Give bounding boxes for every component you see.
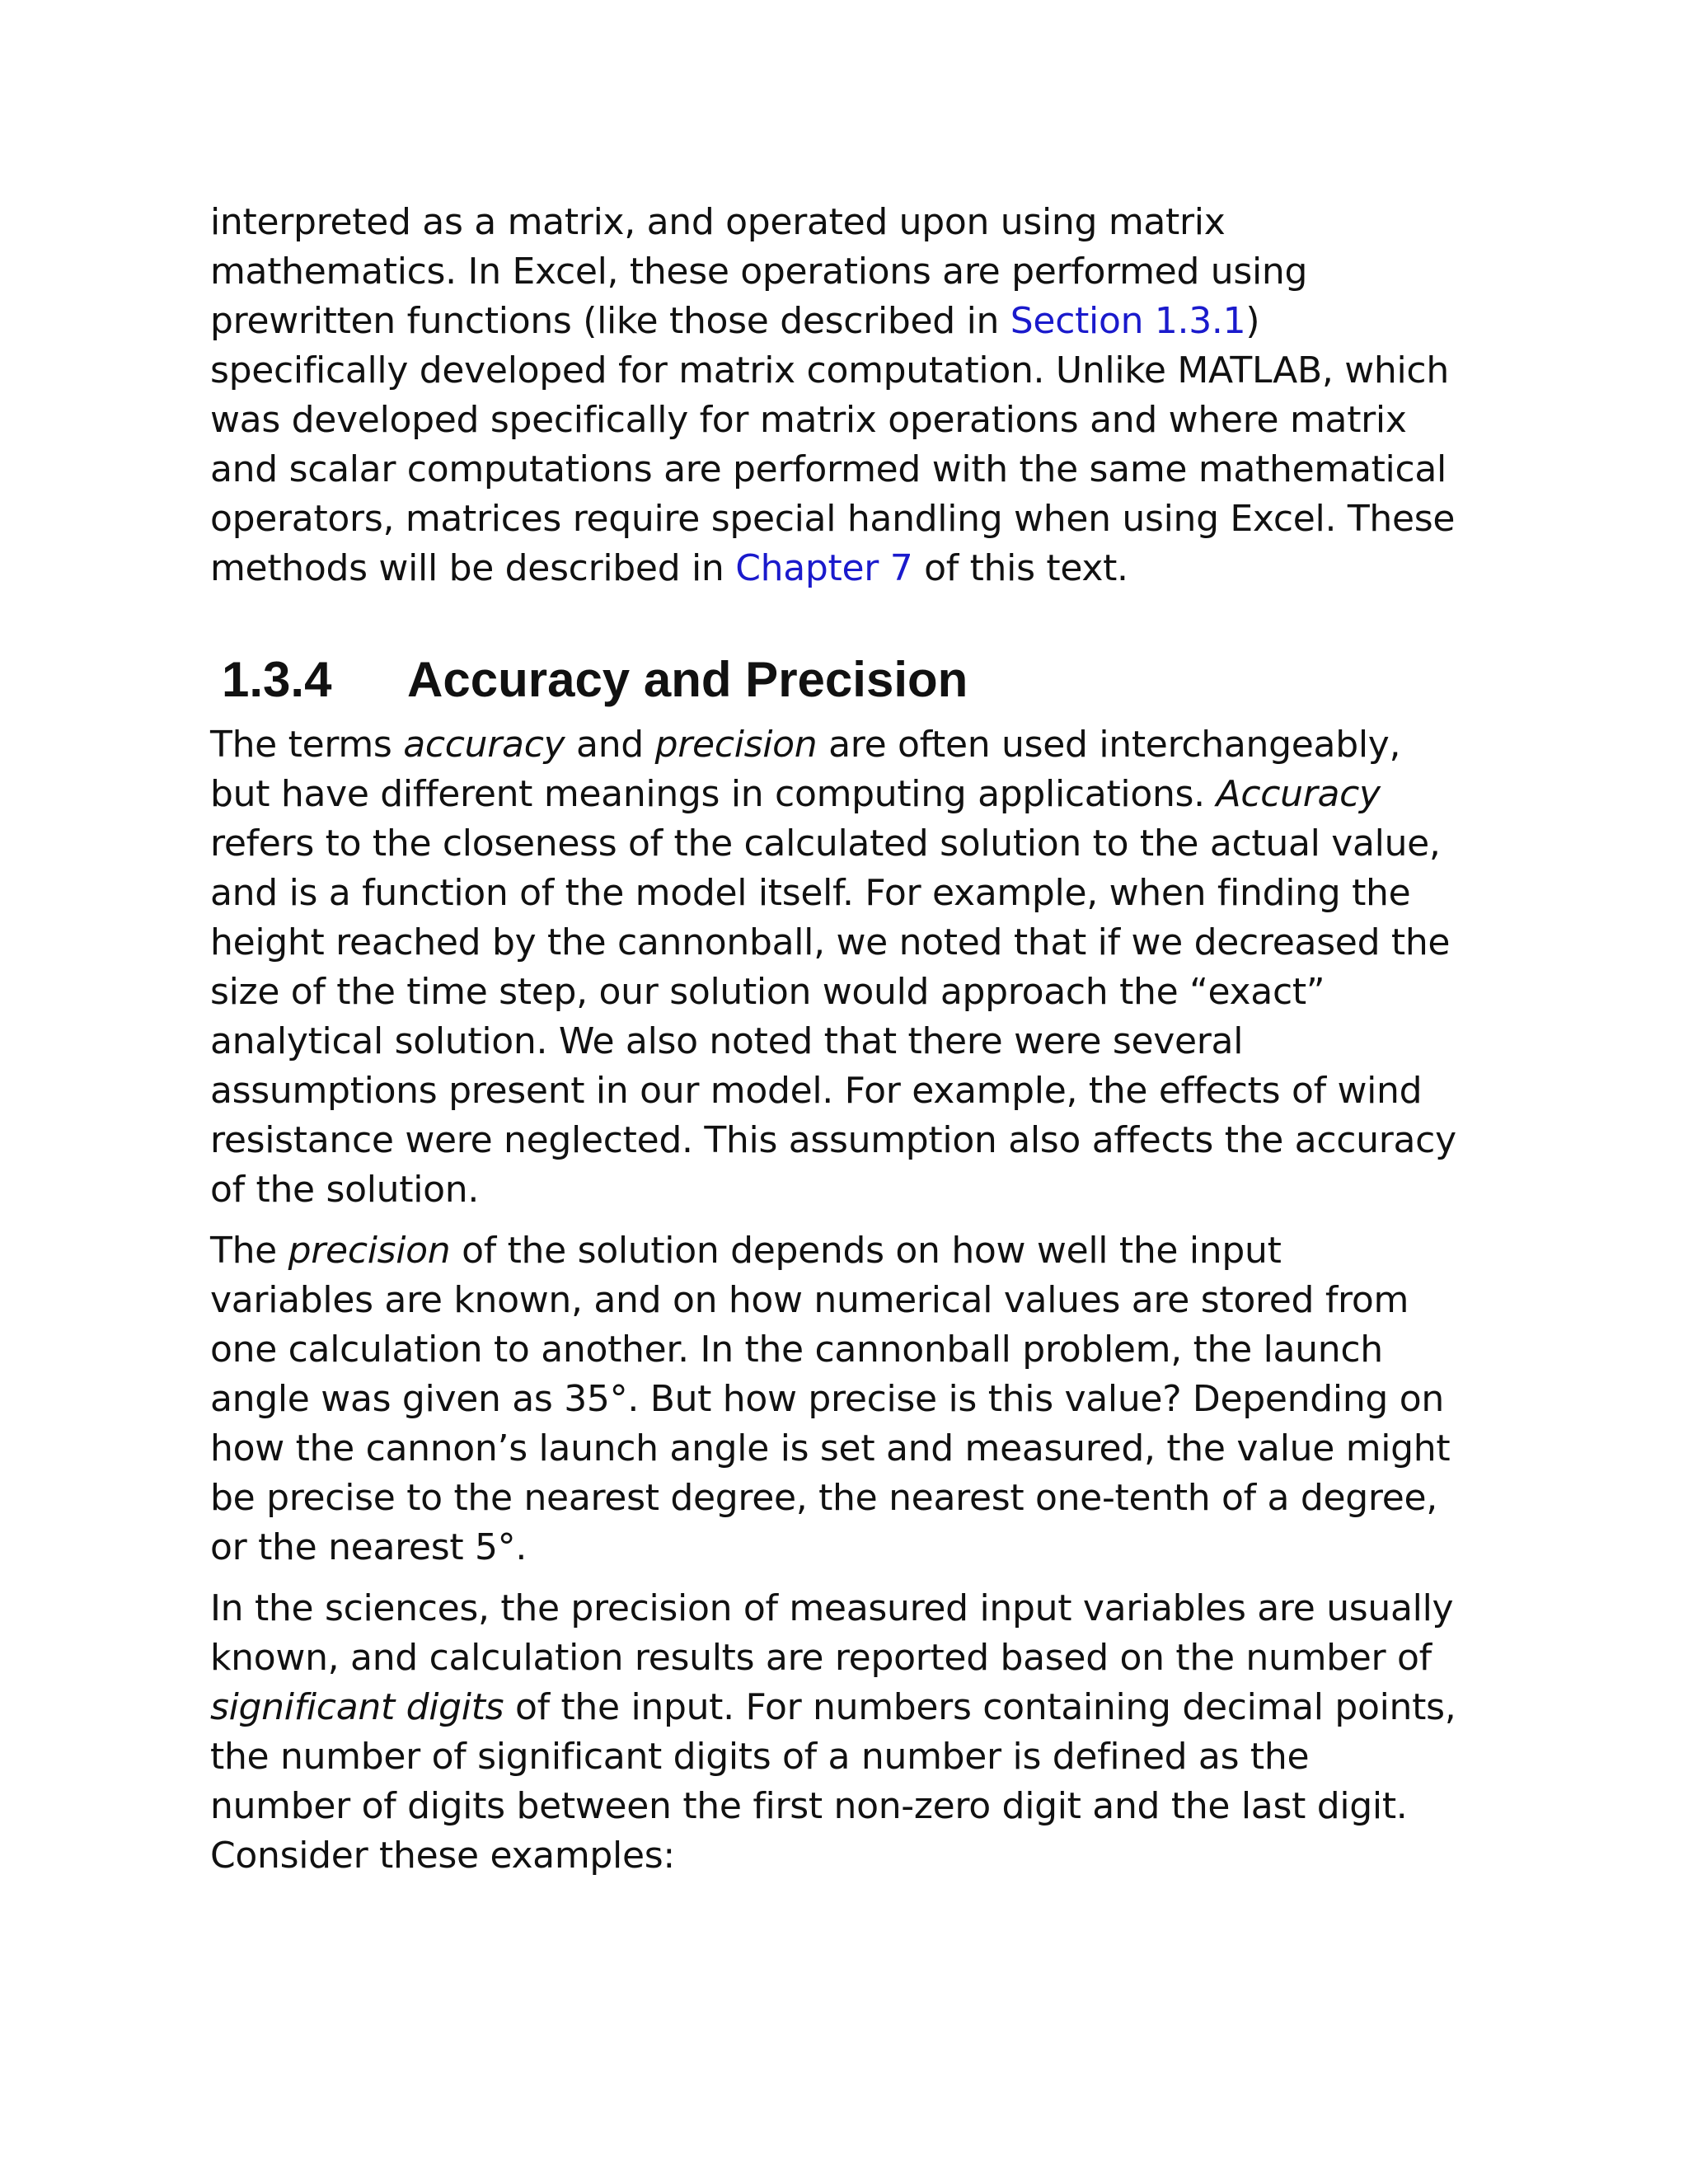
text-line: resistance were neglected. This assumption also affects the accuracy [210,1119,1456,1161]
precision-paragraph [210,1226,1496,1572]
text-line: or the nearest 5°. [210,1526,528,1568]
italic-term: Accuracy [1216,773,1381,815]
text-line: size of the time step, our solution would approach the “exact” [210,971,1325,1013]
italic-term: precision [654,724,818,766]
significant-digits-paragraph [210,1584,1496,1881]
text-line: and is a function of the model itself. For example, when finding the [210,872,1411,914]
text-line: refers to the closeness of the calculated solution to the actual value, [210,823,1441,865]
text-line: number of digits between the first non-zero digit and the last digit. [210,1785,1408,1827]
text-line: was developed specifically for matrix operations and where matrix [210,399,1407,441]
text-span: but have different meanings in computing applications. [210,773,1217,815]
text-line: variables are known, and on how numerical values are stored from [210,1279,1409,1321]
text-line: In the sciences, the precision of measured input variables are usually [210,1587,1454,1629]
text-line [210,1683,1496,1732]
text-span: methods will be described in [210,547,736,589]
text-line: angle was given as 35°. But how precise is this value? Depending on [210,1378,1444,1420]
text-line [210,297,1496,346]
paragraph-spacer [210,1215,1496,1226]
italic-term: precision [288,1230,451,1272]
paragraph-spacer [210,1572,1496,1584]
text-line: operators, matrices require special handling when using Excel. These [210,498,1456,540]
italic-term: accuracy [403,724,565,766]
italic-term: significant digits [210,1686,504,1728]
text-line: analytical solution. We also noted that there were several [210,1020,1244,1062]
text-line: of the solution. [210,1169,480,1211]
text-line [210,1226,1496,1276]
text-span: of the input. For numbers containing decimal points, [504,1686,1456,1728]
text-span: of the solution depends on how well the input [450,1230,1282,1272]
section-title: Accuracy and Precision [407,652,968,707]
text-line: interpreted as a matrix, and operated upon using matrix [210,201,1226,243]
text-line: and scalar computations are performed with the same mathematical [210,448,1447,490]
text-line: Consider these examples: [210,1835,675,1877]
text-line: known, and calculation results are reported based on the number of [210,1637,1432,1679]
text-line [210,770,1496,819]
section-link[interactable]: Section 1.3.1 [1010,300,1246,342]
text-span: The [210,1230,288,1272]
chapter-link[interactable]: Chapter 7 [735,547,913,589]
text-line: one calculation to another. In the cannonball problem, the launch [210,1329,1383,1371]
text-line: height reached by the cannonball, we noted that if we decreased the [210,921,1451,963]
section-heading [210,651,1496,709]
section-number: 1.3.4 [222,652,332,707]
text-span: prewritten functions (like those described in [210,300,1010,342]
accuracy-paragraph [210,720,1496,1215]
text-line [210,720,1496,770]
text-line: the number of significant digits of a number is defined as the [210,1736,1310,1778]
text-line: specifically developed for matrix computation. Unlike MATLAB, which [210,349,1449,391]
text-span: ) [1245,300,1260,342]
text-line: how the cannon’s launch angle is set and measured, the value might [210,1427,1451,1469]
text-line: be precise to the nearest degree, the nearest one-tenth of a degree, [210,1477,1437,1519]
document-page [210,198,1496,1881]
text-line: assumptions present in our model. For example, the effects of wind [210,1070,1423,1112]
text-line [210,544,1496,593]
intro-paragraph [210,198,1496,593]
text-span: are often used interchangeably, [817,724,1401,766]
text-span: The terms [210,724,404,766]
text-span: of this text. [912,547,1128,589]
text-line: mathematics. In Excel, these operations are performed using [210,251,1308,293]
text-span: and [565,724,655,766]
